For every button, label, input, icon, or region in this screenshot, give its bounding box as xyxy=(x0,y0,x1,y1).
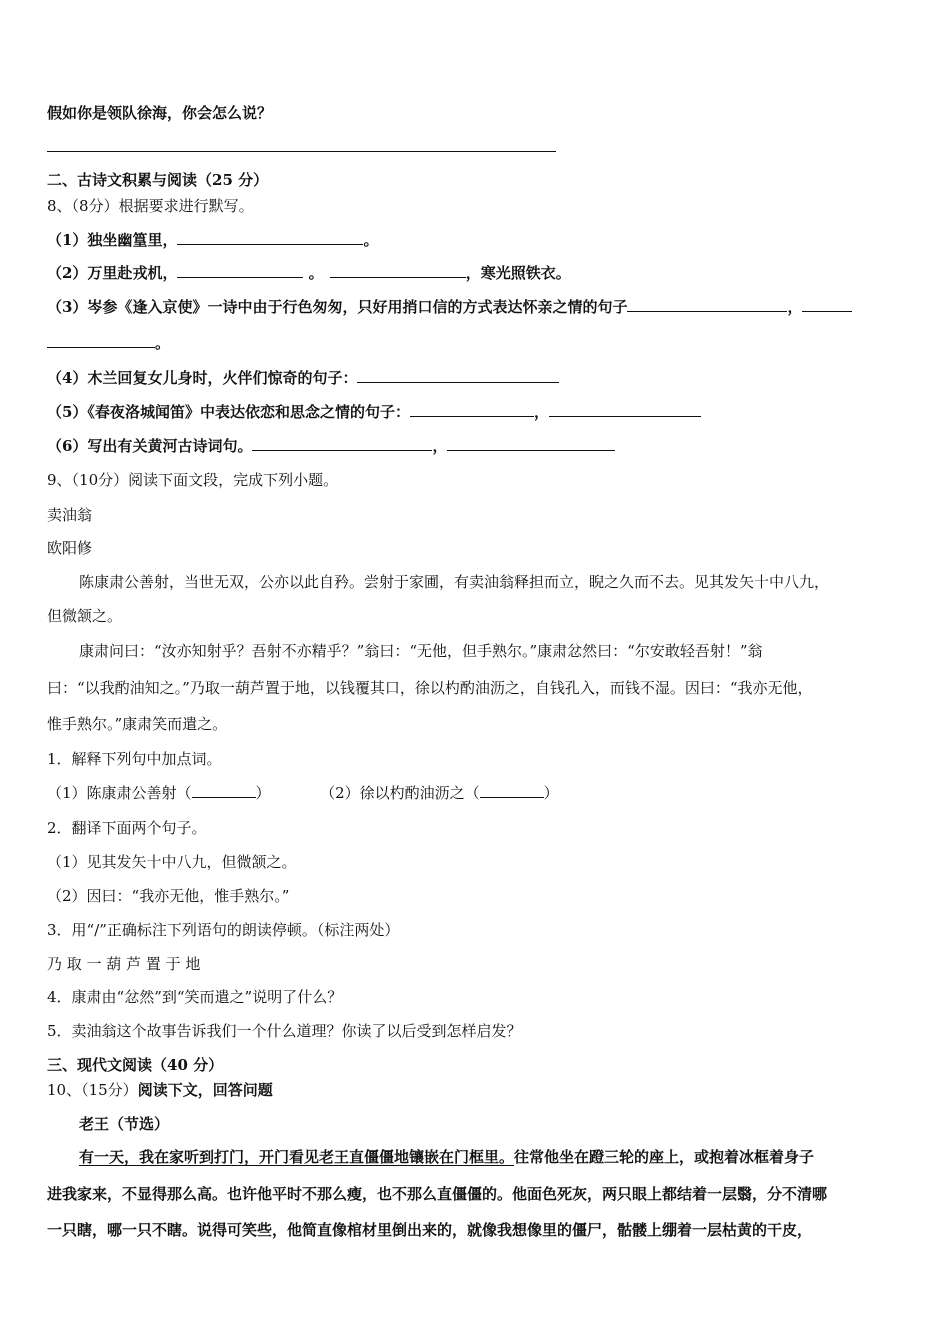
blank[interactable] xyxy=(802,297,852,312)
section2-title: 二、古诗文积累与阅读（25 分） xyxy=(47,171,269,189)
passage-title: 卖油翁 xyxy=(47,506,93,524)
sub-question-3: 3．用“/”正确标注下列语句的朗读停顿。（标注两处） xyxy=(47,921,400,939)
sub-question-5: 5．卖油翁这个故事告诉我们一个什么道理？你读了以后受到怎样启发？ xyxy=(47,1022,522,1040)
answer-line[interactable] xyxy=(47,151,556,152)
passage-author: 欧阳修 xyxy=(47,539,93,557)
blank[interactable] xyxy=(410,402,534,417)
blank[interactable] xyxy=(47,333,155,348)
q8-item-5: （5）《春夜洛城闻笛》中表达依恋和思念之情的句子： ， xyxy=(47,402,701,422)
q8-header: 8、（8分）根据要求进行默写。 xyxy=(47,197,254,215)
q8-item-4: （4）木兰回复女儿身时，火伴们惊奇的句子： xyxy=(47,368,559,388)
q10-passage-p1: 有一天，我在家听到打门，开门看见老王直僵僵地镶嵌在门框里。往常他坐在蹬三轮的座上，或抱着冰框着身子 xyxy=(79,1148,815,1166)
passage-p1: 陈康肃公善射，当世无双，公亦以此自矜。尝射于家圃，有卖油翁释担而立，睨之久而不去。见其发矢十中八九， xyxy=(79,573,830,591)
q8-item-6: （6）写出有关黄河古诗词句。 ， xyxy=(47,436,615,456)
q9-header: 9、（10分）阅读下面文段，完成下列小题。 xyxy=(47,471,339,489)
blank[interactable] xyxy=(357,368,559,383)
sub-question-3-sentence: 乃 取 一 葫 芦 置 于 地 xyxy=(47,955,201,973)
q10-passage-p2: 进我家来，不显得那么高。也许他平时不那么瘦，也不那么直僵僵的。他面色死灰，两只眼上都结着一层翳，分不清哪 xyxy=(47,1185,828,1203)
blank[interactable] xyxy=(252,436,432,451)
blank[interactable] xyxy=(177,230,363,245)
blank[interactable] xyxy=(192,783,256,798)
blank[interactable] xyxy=(480,783,544,798)
blank[interactable] xyxy=(549,402,701,417)
q8-item-3: （3）岑参《逢入京使》一诗中由于行色匆匆，只好用捎口信的方式表达怀亲之情的句子 ， xyxy=(47,297,852,317)
blank[interactable] xyxy=(330,263,466,278)
q10-header: 10、（15分）阅读下文，回答问题 xyxy=(47,1081,273,1099)
section3-title: 三、现代文阅读（40 分） xyxy=(47,1056,224,1074)
passage-p2-cont: 曰：“以我酌油知之。”乃取一葫芦置于地，以钱覆其口，徐以杓酌油沥之，自钱孔入，而钱不湿。因曰：“我亦无他， xyxy=(47,679,813,697)
passage-p2-end: 惟手熟尔。”康肃笑而遣之。 xyxy=(47,715,228,733)
q10-passage-p3: 一只瞎，哪一只不瞎。说得可笑些，他简直像棺材里倒出来的，就像我想像里的僵尸，骷髅上绷着一层枯黄的干皮， xyxy=(47,1221,813,1239)
q10-passage-title: 老王（节选） xyxy=(79,1115,170,1133)
q8-item-1: （1）独坐幽篁里， 。 xyxy=(47,231,379,249)
blank[interactable] xyxy=(627,297,787,312)
passage-p1-cont: 但微颔之。 xyxy=(47,607,123,625)
sub-question-2: 2．翻译下面两个句子。 xyxy=(47,819,207,837)
passage-p2: 康肃问曰：“汝亦知射乎？吾射不亦精乎？”翁曰：“无他，但手熟尔。”康肃忿然曰：“尔安敢轻吾射！”翁 xyxy=(79,642,763,660)
sub-question-2b: （2）因曰：“我亦无他，惟手熟尔。” xyxy=(47,887,290,905)
q8-item-3-cont: 。 xyxy=(47,333,170,353)
q8-item-2: （2）万里赴戎机， 。 ，寒光照铁衣。 xyxy=(47,264,571,282)
sub-question-2a: （1）见其发矢十中八九，但微颔之。 xyxy=(47,853,297,871)
blank[interactable] xyxy=(447,436,615,451)
sub-question-1: 1．解释下列句中加点词。 xyxy=(47,750,222,768)
sub-question-4: 4．康肃由“忿然”到“笑而遣之”说明了什么？ xyxy=(47,988,343,1006)
q7-prompt: 假如你是领队徐海，你会怎么说？ xyxy=(47,104,273,122)
sub-question-1-items: （1）陈康肃公善射（ ） （2）徐以杓酌油沥之（ ） xyxy=(47,784,559,802)
blank[interactable] xyxy=(177,263,303,278)
